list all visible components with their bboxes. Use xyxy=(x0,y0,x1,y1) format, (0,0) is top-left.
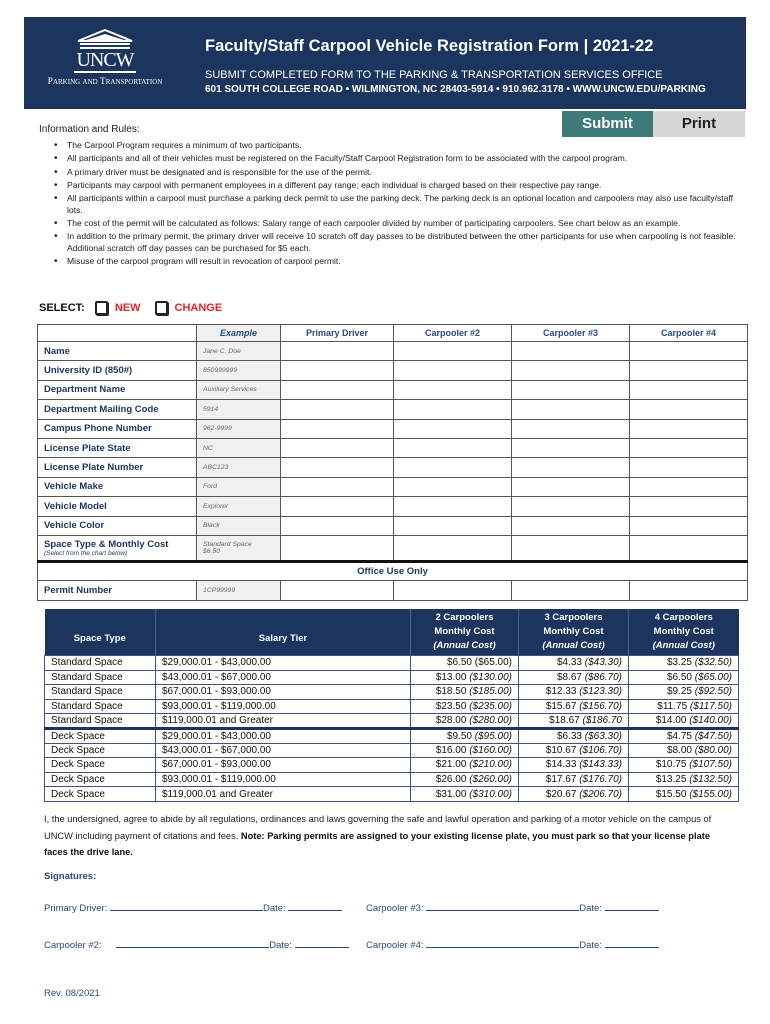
monthly-cost: $8.67 xyxy=(556,671,582,683)
monthly-cost: $13.25 xyxy=(655,774,687,786)
row-plate-state xyxy=(38,438,748,457)
annual-cost: ($143.33) xyxy=(579,759,622,771)
cost-2-cell xyxy=(411,685,519,700)
date-label: Date: xyxy=(579,940,602,951)
carpooler2-date-line[interactable] xyxy=(295,938,349,948)
header-line: (Annual Cost) xyxy=(652,640,715,651)
rate-row xyxy=(45,670,739,685)
field-label: Name xyxy=(38,342,197,361)
carpooler3-department-input[interactable] xyxy=(512,380,630,399)
carpooler4-signature xyxy=(366,938,659,951)
row-mailing-code xyxy=(38,400,748,419)
carpooler3-date-line[interactable] xyxy=(605,901,659,911)
cost-4-cell xyxy=(629,728,739,743)
rule-item: • All participants and all of their vehicles must be registered on the Faculty/Staff Carpool Registration form to be associated with the carpool program. xyxy=(67,153,742,165)
carpooler2-id-input[interactable] xyxy=(394,361,512,380)
date-label: Date: xyxy=(579,903,602,914)
monthly-cost: $4.75 xyxy=(666,730,692,742)
rate-row xyxy=(45,656,739,671)
cost-2-cell xyxy=(411,787,519,802)
annual-cost: ($65.00) xyxy=(474,657,512,669)
row-department-name xyxy=(38,380,748,399)
carpooler3-signature-line[interactable] xyxy=(426,901,579,911)
monthly-cost: $16.00 xyxy=(435,744,467,756)
monthly-cost: $6.50 xyxy=(446,657,472,669)
carpooler4-model-input[interactable] xyxy=(630,497,748,516)
cost-3-cell xyxy=(519,656,629,671)
annual-cost: ($140.00) xyxy=(689,715,732,727)
carpooler4-id-input[interactable] xyxy=(630,361,748,380)
cost-2-cell xyxy=(411,758,519,773)
field-label: Vehicle Make xyxy=(38,477,197,496)
carpooler3-plate-number-input[interactable] xyxy=(512,458,630,477)
monthly-cost: $6.33 xyxy=(556,730,582,742)
office-use-heading: Office Use Only xyxy=(38,561,748,580)
space-type-cell: Standard Space xyxy=(45,714,156,729)
annual-cost: ($107.50) xyxy=(689,759,732,771)
annual-cost: ($132.50) xyxy=(689,774,732,786)
annual-cost: ($280.00) xyxy=(469,715,512,727)
select-label: SELECT: xyxy=(39,302,85,314)
select-row xyxy=(39,300,236,316)
header-carpooler-4: Carpooler #4 xyxy=(630,325,748,342)
monthly-cost: $31.00 xyxy=(435,788,467,800)
primary-driver-signature-line[interactable] xyxy=(110,901,263,911)
cost-4-cell xyxy=(629,772,739,787)
row-permit-number xyxy=(38,581,748,600)
row-university-id xyxy=(38,361,748,380)
monthly-cost: $18.50 xyxy=(435,686,467,698)
annual-cost: ($186.70 xyxy=(582,715,622,727)
annual-cost: ($117.50) xyxy=(689,701,732,713)
cost-3-cell xyxy=(519,787,629,802)
monthly-cost: $13.00 xyxy=(435,671,467,683)
primary-driver-mailcode-input[interactable] xyxy=(281,400,394,419)
header-carpooler-2: Carpooler #2 xyxy=(394,325,512,342)
monthly-cost: $15.50 xyxy=(655,788,687,800)
carpooler2-model-input[interactable] xyxy=(394,497,512,516)
header-line: 2 Carpoolers xyxy=(435,612,494,623)
cost-4-cell xyxy=(629,787,739,802)
space-type-cell: Standard Space xyxy=(45,656,156,671)
cost-4-cell xyxy=(629,714,739,729)
annual-cost: ($235.00) xyxy=(469,701,512,713)
annual-cost: ($106.70) xyxy=(579,744,622,756)
monthly-cost: $9.25 xyxy=(666,686,692,698)
carpooler4-date-line[interactable] xyxy=(605,938,659,948)
carpooler4-phone-input[interactable] xyxy=(630,419,748,438)
carpooler2-make-input[interactable] xyxy=(394,477,512,496)
salary-tier-cell: $93,000.01 - $119,000.00 xyxy=(156,772,411,787)
registration-table xyxy=(37,324,748,601)
space-type-cell: Deck Space xyxy=(45,758,156,773)
example-value: NC xyxy=(197,438,281,457)
submit-button[interactable]: Submit xyxy=(562,111,653,137)
example-value: Black xyxy=(197,516,281,535)
example-value: ABC123 xyxy=(197,458,281,477)
logo-rule xyxy=(74,71,136,73)
example-value: 5914 xyxy=(197,400,281,419)
rule-item: • All participants within a carpool must purchase a parking deck permit to use the parking deck. The parking deck is an optional location and carpoolers may also use faculty/staff lots. xyxy=(67,193,742,216)
space-type-cell: Standard Space xyxy=(45,670,156,685)
annual-cost: ($210.00) xyxy=(469,759,512,771)
monthly-cost: $10.75 xyxy=(655,759,687,771)
annual-cost: ($65.00) xyxy=(694,671,732,683)
carpooler2-mailcode-input[interactable] xyxy=(394,400,512,419)
field-label: Permit Number xyxy=(38,581,197,600)
carpooler3-model-input[interactable] xyxy=(512,497,630,516)
cost-3-cell xyxy=(519,714,629,729)
carpooler4-signature-line[interactable] xyxy=(426,938,579,948)
space-type-cell: Deck Space xyxy=(45,728,156,743)
field-hint: (Select from the chart below) xyxy=(44,549,128,557)
cost-2-cell xyxy=(411,772,519,787)
header-example: Example xyxy=(197,325,281,342)
carpooler4-department-input[interactable] xyxy=(630,380,748,399)
header-line: (Annual Cost) xyxy=(542,640,605,651)
carpooler4-name-input[interactable] xyxy=(630,342,748,361)
monthly-cost: $20.67 xyxy=(545,788,577,800)
cost-4-cell xyxy=(629,758,739,773)
example-line-1: Standard Space xyxy=(203,540,252,548)
date-label: Date: xyxy=(269,940,292,951)
carpooler2-color-input[interactable] xyxy=(394,516,512,535)
carpooler3-signature xyxy=(366,901,659,914)
new-option-label: NEW xyxy=(114,302,141,314)
carpooler4-permit-input[interactable] xyxy=(630,581,748,600)
cost-2-cell xyxy=(411,699,519,714)
monthly-cost: $17.67 xyxy=(545,774,577,786)
carpooler3-space-input[interactable] xyxy=(512,535,630,561)
rules-list xyxy=(67,140,742,269)
registration-header-row xyxy=(38,325,748,342)
rate-row xyxy=(45,699,739,714)
primary-driver-plate-state-input[interactable] xyxy=(281,438,394,457)
header-line: (Annual Cost) xyxy=(433,640,496,651)
info-heading: Information and Rules: xyxy=(39,124,140,135)
logo-subtitle: Parking and Transportation xyxy=(47,77,163,87)
field-label: Vehicle Model xyxy=(38,497,197,516)
salary-tier-cell: $119,000.01 and Greater xyxy=(156,714,411,729)
annual-cost: ($130.00) xyxy=(469,671,512,683)
example-value: Explorer xyxy=(197,497,281,516)
carpooler2-plate-number-input[interactable] xyxy=(394,458,512,477)
annual-cost: ($310.00) xyxy=(469,788,512,800)
salary-tier-cell: $93,000.01 - $119,000.00 xyxy=(156,699,411,714)
row-space-type xyxy=(38,535,748,561)
office-address: 601 SOUTH COLLEGE ROAD • WILMINGTON, NC 28403-5914 • 910.962.3178 • WWW.UNCW.EDU/PARKING xyxy=(205,84,706,95)
primary-driver-make-input[interactable] xyxy=(281,477,394,496)
annual-cost: ($155.00) xyxy=(689,788,732,800)
field-label: Department Mailing Code xyxy=(38,400,197,419)
cost-4-cell xyxy=(629,699,739,714)
rate-row xyxy=(45,728,739,743)
primary-driver-date-line[interactable] xyxy=(288,901,342,911)
carpooler4-make-input[interactable] xyxy=(630,477,748,496)
carpooler3-plate-state-input[interactable] xyxy=(512,438,630,457)
header-line: Monthly Cost xyxy=(653,626,714,637)
row-campus-phone xyxy=(38,419,748,438)
print-button[interactable]: Print xyxy=(653,111,745,137)
carpooler2-signature-line[interactable] xyxy=(116,938,269,948)
carpooler2-permit-input[interactable] xyxy=(394,581,512,600)
space-type-cell: Standard Space xyxy=(45,685,156,700)
carpooler4-space-input[interactable] xyxy=(630,535,748,561)
header-4-carpoolers xyxy=(629,609,739,656)
row-name xyxy=(38,342,748,361)
rule-item: • In addition to the primary permit, the primary driver will receive 10 scratch off day passes to be distributed between the other participants for use when carpooling is not feasible. Additional scratch off day passes can be purchased for $5 each. xyxy=(67,231,742,254)
cost-3-cell xyxy=(519,699,629,714)
carpooler3-permit-input[interactable] xyxy=(512,581,630,600)
example-value: 962-9999 xyxy=(197,419,281,438)
rule-item: • The Carpool Program requires a minimum of two participants. xyxy=(67,140,742,152)
rate-row xyxy=(45,685,739,700)
change-checkbox[interactable] xyxy=(155,301,168,315)
monthly-cost: $8.00 xyxy=(666,744,692,756)
rule-item: • A primary driver must be designated and is responsible for the use of the permit. xyxy=(67,167,742,179)
primary-driver-name-input[interactable] xyxy=(281,342,394,361)
primary-driver-permit-input[interactable] xyxy=(281,581,394,600)
field-label xyxy=(38,535,197,561)
monthly-cost: $4.33 xyxy=(556,657,582,669)
primary-driver-space-input[interactable] xyxy=(281,535,394,561)
header-line: 3 Carpoolers xyxy=(544,612,603,623)
annual-cost: ($63.30) xyxy=(584,730,622,742)
monthly-cost: $28.00 xyxy=(435,715,467,727)
carpooler3-phone-input[interactable] xyxy=(512,419,630,438)
row-vehicle-make xyxy=(38,477,748,496)
annual-cost: ($43.30) xyxy=(584,657,622,669)
primary-driver-plate-number-input[interactable] xyxy=(281,458,394,477)
signature-label: Carpooler #3: xyxy=(366,903,424,914)
annual-cost: ($260.00) xyxy=(469,774,512,786)
rule-item: • Misuse of the carpool program will result in revocation of carpool permit. xyxy=(67,256,742,268)
cost-3-cell xyxy=(519,758,629,773)
header-line: Monthly Cost xyxy=(543,626,604,637)
carpooler4-plate-state-input[interactable] xyxy=(630,438,748,457)
annual-cost: ($206.70) xyxy=(579,788,622,800)
cost-4-cell xyxy=(629,656,739,671)
field-label-text: Space Type & Monthly Cost xyxy=(44,538,169,550)
signature-label: Carpooler #2: xyxy=(44,940,102,951)
monthly-cost: $15.67 xyxy=(545,701,577,713)
primary-driver-phone-input[interactable] xyxy=(281,419,394,438)
annual-cost: ($80.00) xyxy=(694,744,732,756)
carpooler3-name-input[interactable] xyxy=(512,342,630,361)
cost-3-cell xyxy=(519,685,629,700)
form-subtitle: SUBMIT COMPLETED FORM TO THE PARKING & TRANSPORTATION SERVICES OFFICE xyxy=(205,69,663,81)
monthly-cost: $9.50 xyxy=(446,730,472,742)
cost-2-cell xyxy=(411,728,519,743)
cost-3-cell xyxy=(519,743,629,758)
header-banner xyxy=(24,17,746,109)
cost-3-cell xyxy=(519,670,629,685)
carpooler2-phone-input[interactable] xyxy=(394,419,512,438)
example-line-2: $6.50 xyxy=(203,547,221,555)
monthly-cost: $21.00 xyxy=(435,759,467,771)
annual-cost: ($92.50) xyxy=(694,686,732,698)
new-checkbox[interactable] xyxy=(95,301,108,315)
carpooler3-color-input[interactable] xyxy=(512,516,630,535)
rule-item: • Participants may carpool with permanent employees in a different pay range; each individual is charged based on their respective pay range. xyxy=(67,180,742,192)
primary-driver-color-input[interactable] xyxy=(281,516,394,535)
building-pediment-icon xyxy=(76,29,134,51)
example-value: Jane C. Doe xyxy=(197,342,281,361)
agreement-body: I, the undersigned, agree to abide by all regulations, ordinances and laws governing the safe and lawful operation and parking of a motor vehicle on the campus of UNCW including payment of citations and fees. xyxy=(44,814,712,841)
office-use-row xyxy=(38,561,748,580)
carpooler4-mailcode-input[interactable] xyxy=(630,400,748,419)
header-2-carpoolers xyxy=(411,609,519,656)
header-carpooler-3: Carpooler #3 xyxy=(512,325,630,342)
rate-row xyxy=(45,772,739,787)
monthly-cost: $3.25 xyxy=(666,657,692,669)
primary-driver-department-input[interactable] xyxy=(281,380,394,399)
annual-cost: ($185.00) xyxy=(469,686,512,698)
rate-chart-table xyxy=(44,609,739,802)
header-primary-driver: Primary Driver xyxy=(281,325,394,342)
salary-tier-cell: $119,000.01 and Greater xyxy=(156,787,411,802)
rule-item: • The cost of the permit will be calculated as follows: Salary range of each carpooler divided by number of participating carpoolers. See chart below as an example. xyxy=(67,218,742,230)
example-value: Auxiliary Services xyxy=(197,380,281,399)
row-vehicle-model xyxy=(38,497,748,516)
primary-driver-signature xyxy=(44,901,342,914)
cost-2-cell xyxy=(411,656,519,671)
annual-cost: ($95.00) xyxy=(474,730,512,742)
salary-tier-cell: $29,000.01 - $43,000.00 xyxy=(156,728,411,743)
carpooler3-id-input[interactable] xyxy=(512,361,630,380)
revision-label: Rev. 08/2021 xyxy=(44,988,100,999)
rate-row xyxy=(45,714,739,729)
rate-row xyxy=(45,743,739,758)
primary-driver-id-input[interactable] xyxy=(281,361,394,380)
example-value: 850999999 xyxy=(197,361,281,380)
monthly-cost: $12.33 xyxy=(545,686,577,698)
monthly-cost: $11.75 xyxy=(657,701,688,713)
carpooler4-color-input[interactable] xyxy=(630,516,748,535)
monthly-cost: $10.67 xyxy=(545,744,577,756)
cost-2-cell xyxy=(411,743,519,758)
carpooler4-plate-number-input[interactable] xyxy=(630,458,748,477)
salary-tier-cell: $67,000.01 - $93,000.00 xyxy=(156,758,411,773)
cost-4-cell xyxy=(629,670,739,685)
annual-cost: ($176.70) xyxy=(579,774,622,786)
signature-label: Primary Driver: xyxy=(44,903,108,914)
agreement-note: Note: Parking permits are assigned to your existing license plate, you must park so that your license plate faces the drive lane. xyxy=(44,830,711,857)
cost-4-cell xyxy=(629,743,739,758)
cost-4-cell xyxy=(629,685,739,700)
carpooler3-mailcode-input[interactable] xyxy=(512,400,630,419)
date-label: Date: xyxy=(262,903,286,914)
rate-row xyxy=(45,758,739,773)
cost-2-cell xyxy=(411,714,519,729)
rate-header-row xyxy=(45,609,739,656)
example-value: 1CP99999 xyxy=(197,581,281,600)
logo-wordmark: UNCW xyxy=(76,49,134,71)
cost-3-cell xyxy=(519,728,629,743)
field-label: Campus Phone Number xyxy=(38,419,197,438)
primary-driver-model-input[interactable] xyxy=(281,497,394,516)
header-line: 4 Carpoolers xyxy=(654,612,713,623)
row-plate-number xyxy=(38,458,748,477)
space-type-cell: Standard Space xyxy=(45,699,156,714)
annual-cost: ($160.00) xyxy=(469,744,512,756)
header-space-type: Space Type xyxy=(45,609,156,656)
field-label: Vehicle Color xyxy=(38,516,197,535)
monthly-cost: $6.50 xyxy=(666,671,692,683)
carpooler2-department-input[interactable] xyxy=(394,380,512,399)
salary-tier-cell: $29,000.01 - $43,000.00 xyxy=(156,656,411,671)
annual-cost: ($32.50) xyxy=(694,657,732,669)
field-label: License Plate Number xyxy=(38,458,197,477)
change-option-label: CHANGE xyxy=(174,302,223,314)
carpooler2-signature xyxy=(44,938,349,951)
header-blank xyxy=(38,325,197,342)
carpooler3-make-input[interactable] xyxy=(512,477,630,496)
signature-label: Carpooler #4: xyxy=(366,940,424,951)
form-title: Faculty/Staff Carpool Vehicle Registration Form | 2021-22 xyxy=(205,37,654,55)
agreement-text xyxy=(44,811,734,861)
field-label: University ID (850#) xyxy=(38,361,197,380)
signatures-heading: Signatures: xyxy=(44,871,97,882)
cost-2-cell xyxy=(411,670,519,685)
header-line: Monthly Cost xyxy=(434,626,495,637)
example-value: Ford xyxy=(197,477,281,496)
salary-tier-cell: $67,000.01 - $93,000.00 xyxy=(156,685,411,700)
rate-row xyxy=(45,787,739,802)
uncw-logo xyxy=(30,29,180,99)
annual-cost: ($47.50) xyxy=(694,730,732,742)
carpooler2-plate-state-input[interactable] xyxy=(394,438,512,457)
row-vehicle-color xyxy=(38,516,748,535)
monthly-cost: $18.67 xyxy=(549,715,580,727)
field-label: Department Name xyxy=(38,380,197,399)
monthly-cost: $23.50 xyxy=(435,701,467,713)
monthly-cost: $26.00 xyxy=(435,774,467,786)
cost-3-cell xyxy=(519,772,629,787)
annual-cost: ($156.70) xyxy=(579,701,622,713)
header-3-carpoolers xyxy=(519,609,629,656)
monthly-cost: $14.00 xyxy=(655,715,687,727)
field-label: License Plate State xyxy=(38,438,197,457)
space-type-cell: Deck Space xyxy=(45,772,156,787)
annual-cost: ($123.30) xyxy=(579,686,622,698)
salary-tier-cell: $43,000.01 - $67,000.00 xyxy=(156,670,411,685)
salary-tier-cell: $43,000.01 - $67,000.00 xyxy=(156,743,411,758)
carpooler2-space-input[interactable] xyxy=(394,535,512,561)
space-type-cell: Deck Space xyxy=(45,743,156,758)
carpooler2-name-input[interactable] xyxy=(394,342,512,361)
space-type-cell: Deck Space xyxy=(45,787,156,802)
monthly-cost: $14.33 xyxy=(545,759,577,771)
example-value xyxy=(197,535,281,561)
header-salary-tier: Salary Tier xyxy=(156,609,411,656)
annual-cost: ($86.70) xyxy=(584,671,622,683)
